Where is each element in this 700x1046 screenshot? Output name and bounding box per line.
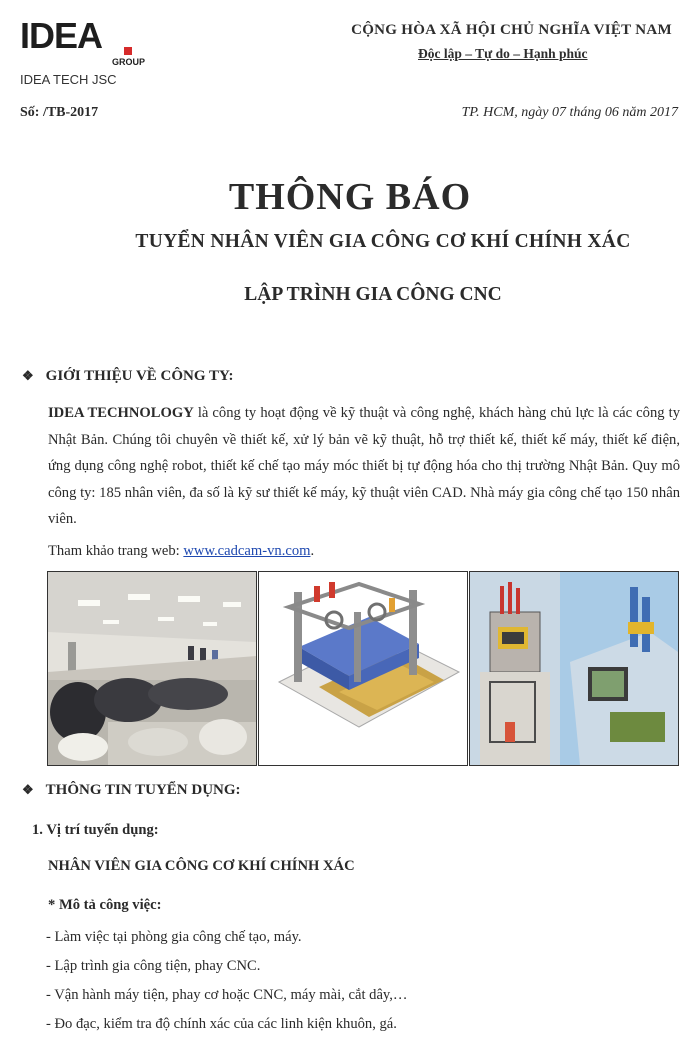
subtitle-primary: TUYỂN NHÂN VIÊN GIA CÔNG CƠ KHÍ CHÍNH XÁC [135, 231, 631, 252]
company-name: IDEA TECH JSC [20, 72, 117, 87]
position-heading: 1. Vị trí tuyển dụng: [32, 822, 159, 838]
document-number: Số: /TB-2017 [20, 105, 99, 120]
section-recruit-label: THÔNG TIN TUYỂN DỤNG: [45, 782, 241, 798]
website-end: . [310, 543, 315, 559]
machine-cad-render [258, 571, 468, 766]
task-item: - Vận hành máy tiện, phay cơ hoặc CNC, máy mài, cắt dây,… [46, 987, 408, 1003]
job-description-heading: * Mô tả công việc: [48, 897, 162, 913]
website-reference [48, 543, 314, 560]
subtitle-secondary: LẬP TRÌNH GIA CÔNG CNC [244, 284, 502, 305]
section-intro-heading [22, 368, 234, 385]
logo-accent-dot [124, 47, 132, 55]
company-logo [20, 15, 150, 78]
intro-body: là công ty hoạt động về kỹ thuật và công nghệ, khách hàng chủ lực là các công ty Nhật Bản. Chúng tôi chuyên về thiết kế, xử lý bản vẽ kỹ thuật, hỗ trợ thiết kế, thiết kế máy, thiết kế điện, ứng dụng công nghệ robot, thiết kế chế tạo máy móc thiết bị tự động hóa cho thị trường Nhật Bản. Quy mô công ty: 185 nhân viên, đa số là kỹ sư thiết kế máy, kỹ thuật viên CAD. Nhà máy gia công chế tạo 150 nhân viên. [48, 405, 680, 528]
national-motto: Độc lập – Tự do – Hạnh phúc [418, 46, 588, 61]
logo-group-label: GROUP [112, 57, 146, 67]
national-title: CỘNG HÒA XÃ HỘI CHỦ NGHĨA VIỆT NAM [351, 22, 672, 38]
automation-machine-photo [469, 571, 679, 766]
diamond-bullet-icon: ❖ [22, 368, 34, 383]
task-item: - Làm việc tại phòng gia công chế tạo, máy. [46, 929, 302, 945]
intro-company-name: IDEA TECHNOLOGY [48, 405, 194, 421]
task-item: - Lập trình gia công tiện, phay CNC. [46, 958, 261, 974]
office-photo [47, 571, 257, 766]
section-recruit-heading [22, 782, 241, 799]
logo-wordmark: IDEA [20, 15, 103, 56]
document-date: TP. HCM, ngày 07 tháng 06 năm 2017 [461, 105, 678, 120]
page-title: THÔNG BÁO [228, 176, 472, 218]
diamond-bullet-icon: ❖ [22, 782, 34, 797]
website-link[interactable]: www.cadcam-vn.com [183, 543, 311, 559]
section-intro-label: GIỚI THIỆU VỀ CÔNG TY: [45, 368, 234, 384]
website-label: Tham khảo trang web: [48, 543, 184, 559]
position-title: NHÂN VIÊN GIA CÔNG CƠ KHÍ CHÍNH XÁC [48, 858, 355, 874]
task-item: - Đo đạc, kiểm tra độ chính xác của các linh kiện khuôn, gá. [46, 1016, 397, 1032]
intro-paragraph [48, 400, 680, 533]
